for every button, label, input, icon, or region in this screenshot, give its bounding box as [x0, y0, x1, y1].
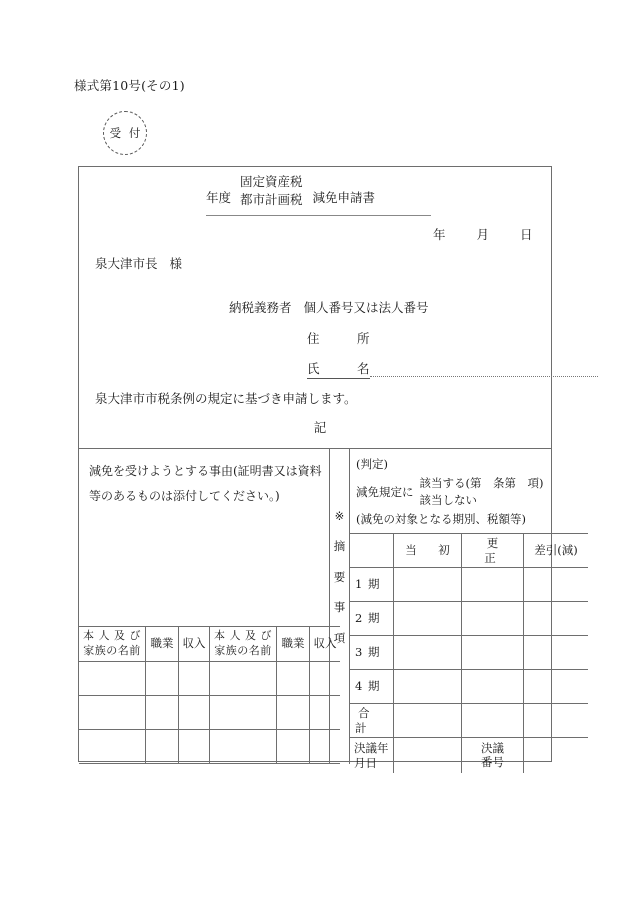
tax-amount-table [350, 533, 588, 773]
judgement-scope-note: (減免の対象となる期別、税額等) [356, 511, 526, 526]
summary-strip-char-1: 摘 [333, 539, 346, 554]
judgement-option-applicable[interactable]: 該当する(第 条第 項) [419, 476, 544, 491]
table-header-row [350, 534, 588, 568]
initial-amount-cell[interactable] [394, 670, 462, 704]
summary-strip-char-4: 項 [333, 630, 346, 645]
initial-amount-cell[interactable] [394, 636, 462, 670]
application-form-frame [78, 166, 578, 770]
difference-amount-cell[interactable] [524, 602, 589, 636]
income-cell[interactable] [179, 662, 210, 696]
taxpayer-name-row[interactable] [307, 359, 598, 379]
taxpayer-name-input-line[interactable] [370, 375, 598, 377]
resolution-number-label-line1: 決議 [481, 740, 504, 755]
date-year-label: 年 [432, 227, 446, 242]
occupation-cell[interactable] [146, 696, 179, 730]
date-month-label: 月 [476, 227, 490, 242]
family-name-header2-line2: 家族の名前 [214, 644, 272, 657]
difference-amount-cell[interactable] [524, 568, 589, 602]
family-name-cell[interactable] [210, 662, 277, 696]
family-income-table [79, 626, 340, 764]
total-initial-cell[interactable] [394, 704, 462, 738]
resolution-number-value[interactable] [524, 738, 589, 774]
taxpayer-address-row[interactable] [307, 329, 370, 347]
resolution-date-label: 決議年月日 [350, 738, 394, 774]
document-title [206, 173, 375, 209]
initial-amount-cell[interactable] [394, 568, 462, 602]
reason-description: 減免を受けようとする事由(証明書又は資料等のあるものは添付してください。) [89, 464, 322, 504]
amount-col-blank-header [350, 534, 394, 568]
tax-type-stack [240, 173, 303, 209]
table-row [350, 602, 588, 636]
judgement-heading: (判定) [356, 457, 388, 471]
family-name-cell[interactable] [79, 662, 146, 696]
amount-col-revised-header: 更 正 [462, 534, 524, 568]
taxpayer-address-label: 住 所 [307, 331, 370, 346]
form-body-region [79, 448, 578, 770]
revised-amount-cell[interactable] [462, 670, 524, 704]
table-row [350, 636, 588, 670]
resolution-number-label-line2: 番号 [481, 754, 504, 769]
family-name-header-2 [210, 627, 277, 662]
table-row [350, 670, 588, 704]
period-label-3: 3 期 [350, 636, 394, 670]
memo-marker: 記 [313, 420, 327, 435]
form-number-label: 様式第10号(その1) [74, 78, 185, 93]
occupation-cell[interactable] [277, 696, 310, 730]
table-row [79, 696, 340, 730]
date-day-label: 日 [519, 227, 533, 242]
difference-amount-cell[interactable] [524, 670, 589, 704]
income-header-1: 収入 [179, 627, 210, 662]
taxpayer-name-label: 氏 名 [307, 359, 370, 379]
title-underline [206, 215, 431, 216]
family-name-cell[interactable] [210, 696, 277, 730]
submission-date-field[interactable] [433, 225, 533, 243]
revised-amount-cell[interactable] [462, 602, 524, 636]
addressee-line [95, 254, 182, 272]
fiscal-year-label: 年度 [206, 190, 232, 206]
period-label-1: 1 期 [350, 568, 394, 602]
amount-col-initial-header: 当 初 [394, 534, 462, 568]
table-row [350, 568, 588, 602]
family-name-header2-line1: 本 人 及 び [214, 629, 272, 643]
income-cell[interactable] [179, 730, 210, 764]
total-difference-cell[interactable] [524, 704, 589, 738]
table-row [79, 662, 340, 696]
occupation-header-1: 職業 [146, 627, 179, 662]
addressee-office: 泉大津市長 [95, 256, 158, 271]
table-row [79, 730, 340, 764]
period-label-2: 2 期 [350, 602, 394, 636]
occupation-cell[interactable] [277, 662, 310, 696]
addressee-honorific: 様 [169, 256, 183, 271]
table-row [350, 704, 588, 738]
income-cell[interactable] [179, 696, 210, 730]
application-statement: 泉大津市市税条例の規定に基づき申請します。 [95, 391, 357, 406]
taxpayer-number-label: 個人番号又は法人番号 [303, 300, 429, 315]
initial-amount-cell[interactable] [394, 602, 462, 636]
difference-amount-cell[interactable] [524, 636, 589, 670]
income-header-2: 収入 [310, 627, 341, 662]
occupation-header-2: 職業 [277, 627, 310, 662]
resolution-number-label [462, 738, 524, 774]
receipt-stamp: 受 付 [103, 111, 147, 155]
judgement-options-row [356, 475, 551, 508]
total-label: 合 計 [350, 704, 394, 738]
resolution-row [350, 738, 588, 774]
judgement-option-not-applicable[interactable]: 該当しない [419, 492, 477, 507]
occupation-cell[interactable] [277, 730, 310, 764]
judgement-column [350, 449, 578, 770]
form-header-region [79, 167, 551, 448]
taxpayer-label: 納税義務者 [229, 300, 292, 315]
taxpayer-number-row [229, 298, 429, 316]
reason-column [79, 449, 337, 764]
revised-amount-cell[interactable] [462, 568, 524, 602]
family-name-header-line2: 家族の名前 [83, 644, 141, 657]
tax-type-line-2: 都市計画税 [240, 192, 303, 208]
judgement-box [350, 449, 551, 533]
family-name-header-line1: 本 人 及 び [83, 629, 141, 643]
amount-col-difference-header: 差引(減) [524, 534, 589, 568]
summary-notes-strip [330, 449, 350, 764]
document-kind-label: 減免申請書 [312, 190, 376, 206]
family-name-cell[interactable] [79, 730, 146, 764]
table-header-row [79, 627, 340, 662]
family-name-cell[interactable] [79, 696, 146, 730]
tax-type-line-1: 固定資産税 [240, 174, 303, 189]
summary-strip-char-2: 要 [333, 569, 346, 584]
revised-amount-cell[interactable] [462, 636, 524, 670]
judgement-options-stack [420, 475, 544, 508]
summary-strip-char-0: ※ [334, 509, 345, 523]
occupation-cell[interactable] [146, 730, 179, 764]
resolution-date-value[interactable] [394, 738, 462, 774]
judgement-rule-label: 減免規定に [356, 484, 414, 499]
total-revised-cell[interactable] [462, 704, 524, 738]
summary-strip-char-3: 事 [333, 600, 346, 615]
family-name-header-1 [79, 627, 146, 662]
period-label-4: 4 期 [350, 670, 394, 704]
occupation-cell[interactable] [146, 662, 179, 696]
family-name-cell[interactable] [210, 730, 277, 764]
